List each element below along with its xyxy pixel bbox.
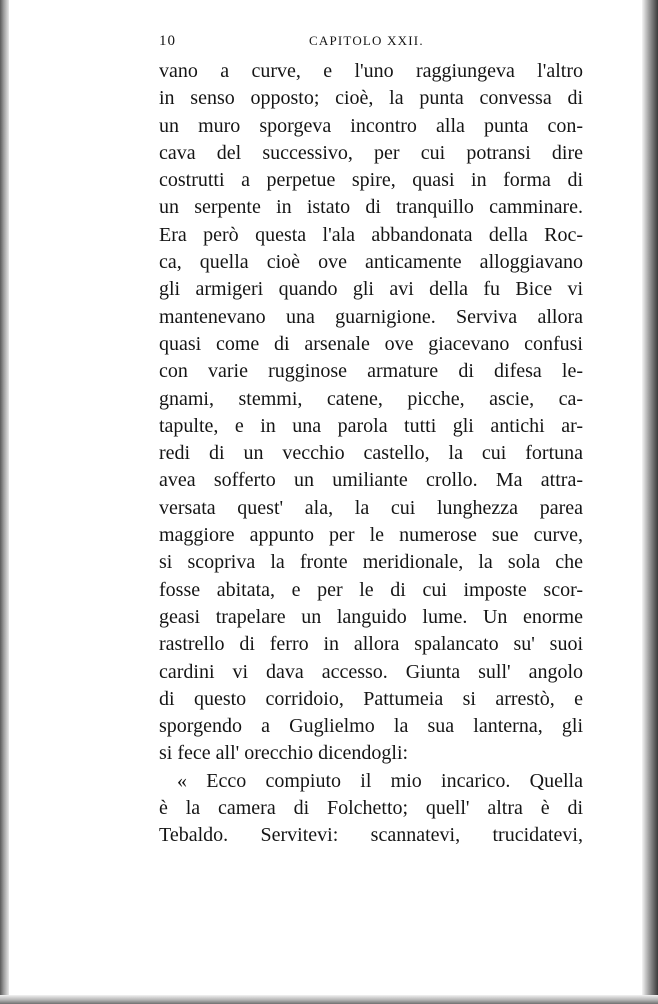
text-line: in senso opposto; cioè, la punta convessa di	[159, 87, 583, 110]
page-right-edge-shadow	[642, 0, 658, 1004]
text-line: vano a curve, e l'uno raggiungeva l'altro	[159, 60, 583, 82]
text-line: « Ecco compiuto il mio incarico. Quella	[177, 769, 583, 792]
text-line: avea sofferto un umiliante crollo. Ma attra-	[159, 469, 583, 492]
text-line: cardini vi dava accesso. Giunta sull' angolo	[159, 660, 583, 683]
text-line: di questo corridoio, Pattumeia si arrestò, e	[159, 687, 583, 710]
text-line: è la camera di Folchetto; quell' altra è di	[159, 797, 583, 820]
text-line: un muro sporgeva incontro alla punta con-	[159, 114, 583, 137]
text-line: costrutti a perpetue spire, quasi in forma di	[159, 169, 583, 192]
text-line: un serpente in istato di tranquillo camminare.	[159, 196, 583, 219]
text-line: maggiore appunto per le numerose sue curve,	[159, 524, 583, 547]
text-line: si fece all' orecchio dicendogli:	[159, 742, 409, 765]
text-line: si scopriva la fronte meridionale, la sola che	[159, 551, 583, 574]
page-left-edge-shadow	[0, 0, 9, 1004]
text-line: Tebaldo. Servitevi: scannatevi, trucidatevi,	[159, 824, 583, 847]
text-line: versata quest' ala, la cui lunghezza parea	[159, 496, 583, 519]
page-header	[159, 33, 583, 55]
text-line: mantenevano una guarnigione. Serviva allora	[159, 305, 583, 328]
body-text	[159, 58, 583, 850]
text-line: geasi trapelare un languido lume. Un enorme	[159, 605, 583, 628]
text-line: gli armigeri quando gli avi della fu Bice vi	[159, 278, 583, 301]
text-line: con varie rugginose armature di difesa le-	[159, 360, 583, 383]
text-line: ca, quella cioè ove anticamente alloggiavano	[159, 251, 583, 274]
text-line: redi di un vecchio castello, la cui fortuna	[159, 442, 583, 465]
page-bottom-edge-shadow	[0, 995, 658, 1004]
text-line: quasi come di arsenale ove giacevano confusi	[159, 332, 583, 355]
text-line: Era però questa l'ala abbandonata della Roc-	[159, 223, 583, 246]
text-line: sporgendo a Guglielmo la sua lanterna, gli	[159, 715, 583, 738]
running-head: CAPITOLO XXII.	[309, 33, 424, 48]
text-line: rastrello di ferro in allora spalancato su' suoi	[159, 633, 583, 656]
text-line: tapulte, e in una parola tutti gli antichi ar-	[159, 414, 583, 437]
text-line: fosse abitata, e per le di cui imposte scor-	[159, 578, 583, 601]
text-line: gnami, stemmi, catene, picche, ascie, ca-	[159, 387, 583, 410]
text-line: cava del successivo, per cui potransi dire	[159, 141, 583, 164]
page-number: 10	[159, 33, 176, 49]
